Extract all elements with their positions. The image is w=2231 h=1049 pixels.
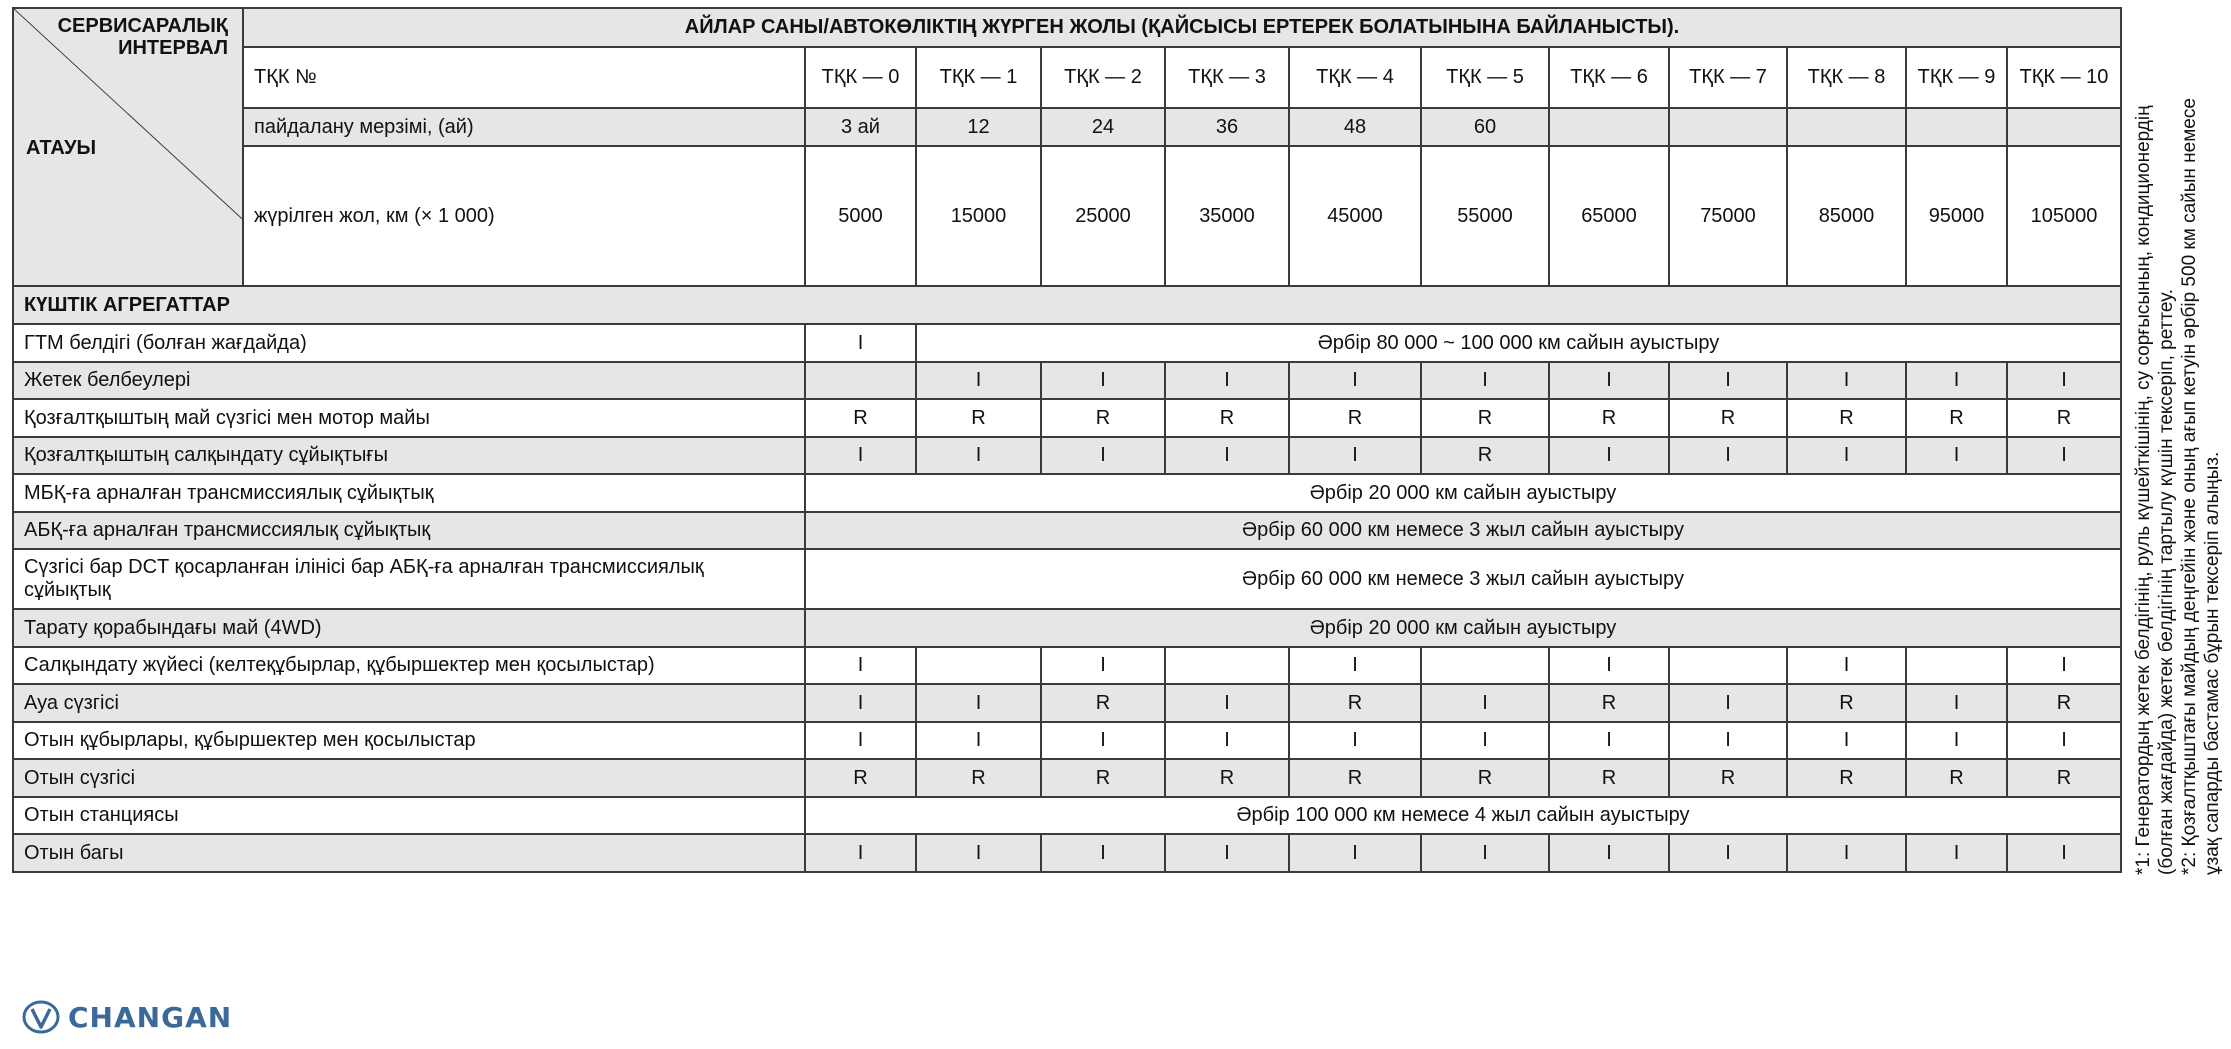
mileage-value: 25000 xyxy=(1041,146,1165,286)
row-label: Сүзгісі бар DCT қосарланған ілінісі бар АБҚ-ға арналған трансмиссиялық сұйықтық xyxy=(13,549,805,609)
tkk-column-header: ТҚК — 3 xyxy=(1165,47,1289,108)
changan-logo-icon xyxy=(22,1000,60,1034)
months-value xyxy=(1669,108,1787,146)
table-row xyxy=(13,647,2121,684)
schedule-cell xyxy=(1165,647,1289,684)
interval-note: Әрбір 60 000 км немесе 3 жыл сайын ауыстыру xyxy=(805,549,2121,609)
schedule-cell xyxy=(1906,647,2007,684)
interval-note: Әрбір 20 000 км сайын ауыстыру xyxy=(805,609,2121,647)
months-value: 12 xyxy=(916,108,1041,146)
schedule-cell: I xyxy=(1041,722,1165,759)
mileage-value: 105000 xyxy=(2007,146,2121,286)
header-title: АЙЛАР САНЫ/АВТОКӨЛІКТІҢ ЖҮРГЕН ЖОЛЫ (ҚАЙСЫСЫ ЕРТЕРЕК БОЛАТЫНЫНА БАЙЛАНЫСТЫ). xyxy=(243,8,2121,47)
schedule-cell: R xyxy=(1289,684,1421,722)
row-label: Отын багы xyxy=(13,834,805,872)
tkk-number-label: ТҚК № xyxy=(243,47,805,108)
tkk-column-header: ТҚК — 7 xyxy=(1669,47,1787,108)
schedule-cell: I xyxy=(2007,722,2121,759)
schedule-cell: I xyxy=(1289,647,1421,684)
mileage-value: 15000 xyxy=(916,146,1041,286)
schedule-cell: I xyxy=(1165,437,1289,474)
schedule-cell: I xyxy=(1289,437,1421,474)
schedule-cell: R xyxy=(1669,759,1787,797)
months-label: пайдалану мерзімі, (ай) xyxy=(243,108,805,146)
row-label: Қозғалтқыштың салқындату сұйықтығы xyxy=(13,437,805,474)
schedule-cell: R xyxy=(1165,399,1289,437)
months-value: 48 xyxy=(1289,108,1421,146)
mileage-label: жүрілген жол, км (× 1 000) xyxy=(243,146,805,286)
table-row xyxy=(13,609,2121,647)
table-row xyxy=(13,474,2121,512)
schedule-cell xyxy=(1421,647,1549,684)
schedule-cell: I xyxy=(1787,362,1906,399)
tkk-column-header: ТҚК — 9 xyxy=(1906,47,2007,108)
row-label: Отын сүзгісі xyxy=(13,759,805,797)
schedule-cell: I xyxy=(805,722,916,759)
tkk-column-header: ТҚК — 0 xyxy=(805,47,916,108)
schedule-cell: I xyxy=(916,362,1041,399)
schedule-cell: R xyxy=(1906,759,2007,797)
row-label: Ауа сүзгісі xyxy=(13,684,805,722)
tkk-column-header: ТҚК — 8 xyxy=(1787,47,1906,108)
schedule-cell: I xyxy=(805,647,916,684)
logo-wordmark: CHANGAN xyxy=(68,1000,233,1034)
schedule-cell: I xyxy=(1669,437,1787,474)
row-label: Салқындату жүйесі (келтеқұбырлар, құбыршектер мен қосылыстар) xyxy=(13,647,805,684)
schedule-cell: R xyxy=(1289,399,1421,437)
schedule-cell xyxy=(916,647,1041,684)
table-row xyxy=(13,362,2121,399)
schedule-cell: R xyxy=(1041,759,1165,797)
tkk-column-header: ТҚК — 1 xyxy=(916,47,1041,108)
schedule-cell: I xyxy=(1787,722,1906,759)
months-value xyxy=(1787,108,1906,146)
schedule-cell: I xyxy=(2007,834,2121,872)
months-value: 24 xyxy=(1041,108,1165,146)
footnotes xyxy=(2132,15,2224,875)
schedule-cell: I xyxy=(1165,362,1289,399)
schedule-cell: R xyxy=(1289,759,1421,797)
schedule-cell: R xyxy=(1669,399,1787,437)
schedule-cell: I xyxy=(1421,362,1549,399)
header-corner-cell xyxy=(13,8,243,286)
table-row xyxy=(13,399,2121,437)
mileage-value: 45000 xyxy=(1289,146,1421,286)
table-row xyxy=(13,684,2121,722)
schedule-cell xyxy=(805,362,916,399)
footnote-line: *1: Генератордың жетек белдігінің, руль күшейткішінің, су сорғысының, кондиционердің xyxy=(2133,105,2154,875)
table-row xyxy=(13,549,2121,609)
schedule-cell: R xyxy=(1041,684,1165,722)
mileage-value: 35000 xyxy=(1165,146,1289,286)
schedule-cell: I xyxy=(1421,834,1549,872)
schedule-cell: R xyxy=(805,759,916,797)
schedule-cell: I xyxy=(2007,362,2121,399)
schedule-cell: I xyxy=(805,437,916,474)
schedule-cell: I xyxy=(1787,647,1906,684)
schedule-cell: I xyxy=(805,834,916,872)
interval-note: Әрбір 80 000 ~ 100 000 км сайын ауыстыру xyxy=(916,324,2121,362)
schedule-cell: I xyxy=(1289,834,1421,872)
table-row xyxy=(13,512,2121,549)
row-label: МБҚ-ға арналған трансмиссиялық сұйықтық xyxy=(13,474,805,512)
schedule-cell xyxy=(1669,647,1787,684)
changan-logo xyxy=(22,1000,232,1034)
schedule-cell: I xyxy=(1549,362,1669,399)
schedule-cell: R xyxy=(1787,759,1906,797)
schedule-cell: R xyxy=(2007,684,2121,722)
schedule-cell: I xyxy=(1041,362,1165,399)
schedule-cell: R xyxy=(1787,684,1906,722)
months-value: 36 xyxy=(1165,108,1289,146)
table-row xyxy=(13,759,2121,797)
table-row xyxy=(13,834,2121,872)
schedule-cell: I xyxy=(1289,362,1421,399)
tkk-column-header: ТҚК — 10 xyxy=(2007,47,2121,108)
schedule-cell: R xyxy=(916,399,1041,437)
table-row xyxy=(13,324,2121,362)
schedule-cell: I xyxy=(1549,722,1669,759)
months-value xyxy=(2007,108,2121,146)
schedule-cell: R xyxy=(1421,437,1549,474)
mileage-value: 85000 xyxy=(1787,146,1906,286)
schedule-cell: R xyxy=(1549,684,1669,722)
schedule-cell: R xyxy=(1787,399,1906,437)
schedule-cell: R xyxy=(1041,399,1165,437)
schedule-cell: I xyxy=(1421,684,1549,722)
interval-note: Әрбір 60 000 км немесе 3 жыл сайын ауыстыру xyxy=(805,512,2121,549)
maintenance-schedule-table xyxy=(12,7,2122,873)
schedule-cell: I xyxy=(1669,684,1787,722)
row-label: Тарату қорабындағы май (4WD) xyxy=(13,609,805,647)
schedule-cell: I xyxy=(1906,362,2007,399)
schedule-cell: I xyxy=(1041,834,1165,872)
schedule-cell: R xyxy=(916,759,1041,797)
schedule-cell: R xyxy=(1906,399,2007,437)
mileage-value: 75000 xyxy=(1669,146,1787,286)
schedule-cell: I xyxy=(1549,437,1669,474)
schedule-cell: I xyxy=(1165,684,1289,722)
months-value: 60 xyxy=(1421,108,1549,146)
section-title: КҮШТІК АГРЕГАТТАР xyxy=(13,286,2121,324)
schedule-cell: I xyxy=(1421,722,1549,759)
schedule-cell: R xyxy=(2007,759,2121,797)
schedule-cell: I xyxy=(805,324,916,362)
schedule-cell: R xyxy=(805,399,916,437)
tkk-column-header: ТҚК — 5 xyxy=(1421,47,1549,108)
schedule-cell: R xyxy=(1165,759,1289,797)
tkk-column-header: ТҚК — 2 xyxy=(1041,47,1165,108)
row-label: Қозғалтқыштың май сүзгісі мен мотор майы xyxy=(13,399,805,437)
schedule-cell: I xyxy=(916,834,1041,872)
months-value xyxy=(1549,108,1669,146)
schedule-cell: I xyxy=(1669,722,1787,759)
schedule-cell: I xyxy=(1289,722,1421,759)
schedule-cell: R xyxy=(2007,399,2121,437)
name-label: АТАУЫ xyxy=(26,137,97,159)
schedule-cell: I xyxy=(1906,437,2007,474)
mileage-value: 65000 xyxy=(1549,146,1669,286)
schedule-cell: I xyxy=(1787,437,1906,474)
row-label: Отын станциясы xyxy=(13,797,805,834)
mileage-value: 5000 xyxy=(805,146,916,286)
schedule-cell: I xyxy=(2007,437,2121,474)
schedule-cell: I xyxy=(1787,834,1906,872)
months-value xyxy=(1906,108,2007,146)
schedule-cell: I xyxy=(916,722,1041,759)
tkk-column-header: ТҚК — 4 xyxy=(1289,47,1421,108)
schedule-cell: I xyxy=(1041,647,1165,684)
interval-note: Әрбір 100 000 км немесе 4 жыл сайын ауыстыру xyxy=(805,797,2121,834)
interval-note: Әрбір 20 000 км сайын ауыстыру xyxy=(805,474,2121,512)
schedule-cell: I xyxy=(1165,834,1289,872)
table-row xyxy=(13,437,2121,474)
schedule-cell: R xyxy=(1421,759,1549,797)
schedule-cell: I xyxy=(1669,834,1787,872)
schedule-cell: I xyxy=(1669,362,1787,399)
service-interval-label: СЕРВИСАРАЛЫҚ ИНТЕРВАЛ xyxy=(57,15,228,59)
schedule-cell: I xyxy=(1549,834,1669,872)
footnote-line: (болған жағдайда) жетек белдігінің тартылу күшін тексеріп, реттеу. xyxy=(2156,288,2177,875)
mileage-value: 55000 xyxy=(1421,146,1549,286)
table-row xyxy=(13,722,2121,759)
schedule-cell: R xyxy=(1549,759,1669,797)
schedule-cell: I xyxy=(1041,437,1165,474)
mileage-value: 95000 xyxy=(1906,146,2007,286)
schedule-cell: I xyxy=(916,437,1041,474)
schedule-cell: I xyxy=(1906,834,2007,872)
schedule-cell: I xyxy=(805,684,916,722)
footnote-line: *2: Қозғалтқыштағы майдың деңгейін және оның ағып кетуін әрбір 500 км сайын немесе xyxy=(2179,98,2200,875)
schedule-cell: I xyxy=(1906,722,2007,759)
schedule-cell: R xyxy=(1549,399,1669,437)
row-label: ГТМ белдігі (болған жағдайда) xyxy=(13,324,805,362)
table-row xyxy=(13,797,2121,834)
tkk-column-header: ТҚК — 6 xyxy=(1549,47,1669,108)
row-label: Жетек белбеулері xyxy=(13,362,805,399)
footnote-line: ұзақ сапарды бастамас бұрын тексеріп алыңыз. xyxy=(2202,451,2223,875)
schedule-cell: I xyxy=(1165,722,1289,759)
schedule-cell: I xyxy=(1549,647,1669,684)
row-label: Отын құбырлары, құбыршектер мен қосылыстар xyxy=(13,722,805,759)
schedule-cell: I xyxy=(916,684,1041,722)
schedule-cell: I xyxy=(1906,684,2007,722)
months-value: 3 ай xyxy=(805,108,916,146)
schedule-cell: R xyxy=(1421,399,1549,437)
schedule-cell: I xyxy=(2007,647,2121,684)
row-label: АБҚ-ға арналған трансмиссиялық сұйықтық xyxy=(13,512,805,549)
